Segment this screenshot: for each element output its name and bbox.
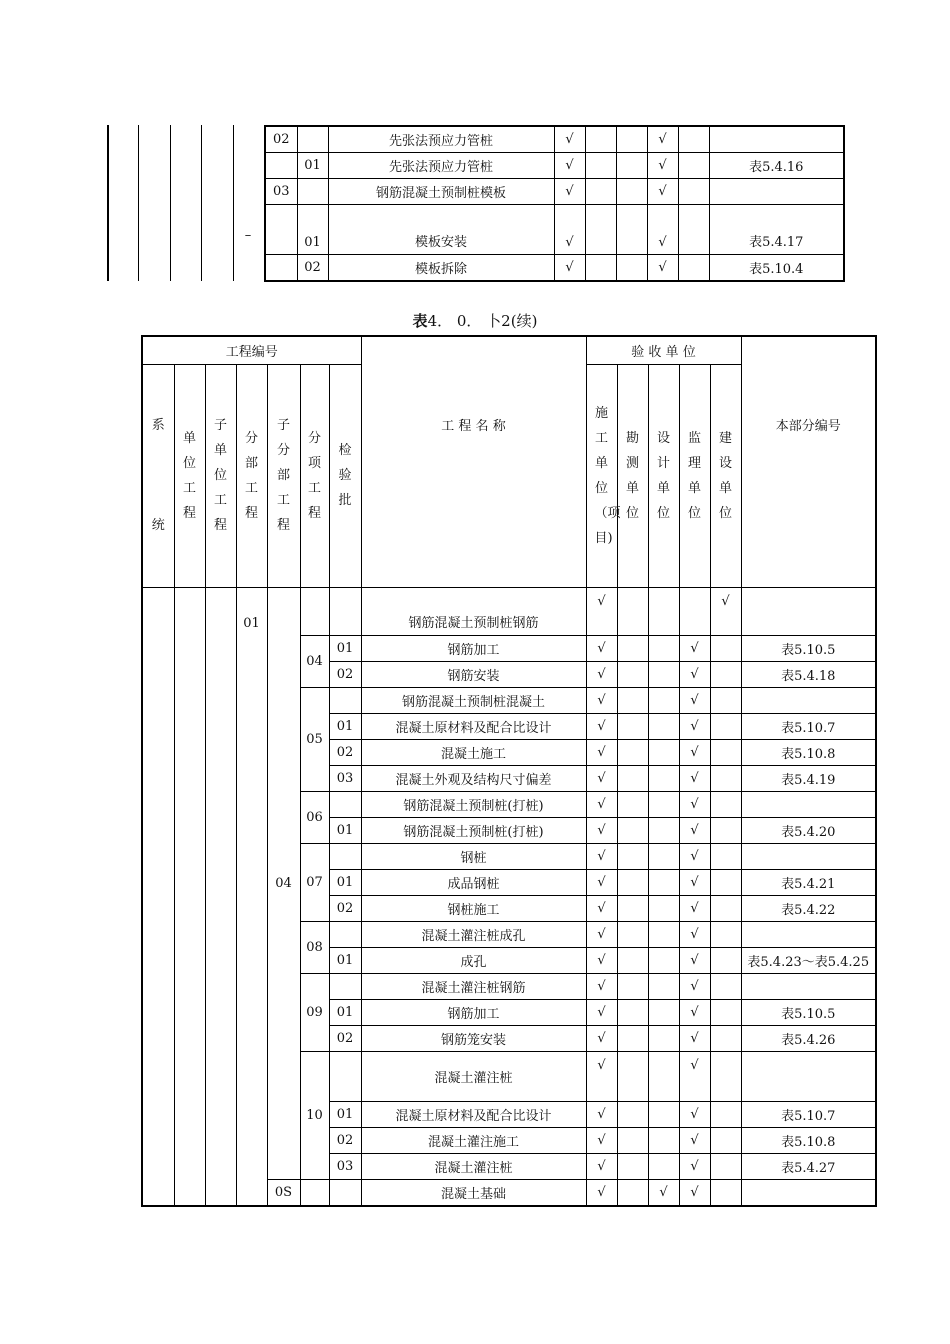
item-cell: 04 bbox=[300, 635, 329, 687]
check-cell bbox=[617, 869, 648, 895]
lot-cell: 02 bbox=[329, 1025, 361, 1051]
check-cell: √ bbox=[586, 687, 617, 713]
check-cell: √ bbox=[586, 1051, 617, 1101]
lot-cell bbox=[329, 973, 361, 999]
check-cell bbox=[617, 635, 648, 661]
name-cell: 钢筋混凝土预制桩(打桩) bbox=[361, 817, 586, 843]
check-cell bbox=[648, 817, 679, 843]
item-cell: 06 bbox=[300, 791, 329, 843]
check-cell: √ bbox=[586, 635, 617, 661]
lot-cell: 01 bbox=[297, 205, 328, 255]
acceptance-header: 验 收 单 位 bbox=[586, 336, 741, 364]
check-cell: √ bbox=[586, 999, 617, 1025]
main-table bbox=[141, 335, 877, 1207]
check-cell: √ bbox=[586, 1101, 617, 1127]
check-cell bbox=[678, 205, 709, 255]
lot-cell: 03 bbox=[329, 1153, 361, 1179]
sub-item-cell bbox=[265, 205, 297, 255]
lot-cell bbox=[329, 843, 361, 869]
check-cell bbox=[617, 1153, 648, 1179]
dash-mark: – bbox=[244, 227, 252, 243]
ref-cell: 表5.4.20 bbox=[741, 817, 876, 843]
ref-cell bbox=[741, 843, 876, 869]
ref-cell: 表5.4.16 bbox=[709, 153, 844, 179]
system-header: 系统 bbox=[142, 364, 174, 587]
sub-item-cell: 03 bbox=[265, 179, 297, 205]
check-cell bbox=[616, 153, 647, 179]
lot-cell bbox=[329, 1051, 361, 1101]
check-cell bbox=[617, 1127, 648, 1153]
name-cell: 钢筋混凝土预制桩混凝土 bbox=[361, 687, 586, 713]
check-cell: √ bbox=[679, 739, 710, 765]
check-cell bbox=[648, 895, 679, 921]
check-cell bbox=[648, 1101, 679, 1127]
ref-cell bbox=[741, 791, 876, 817]
lot-cell: 02 bbox=[329, 661, 361, 687]
check-cell bbox=[710, 947, 741, 973]
name-cell: 模板拆除 bbox=[328, 255, 554, 282]
check-cell: √ bbox=[554, 126, 585, 153]
check-cell: √ bbox=[586, 713, 617, 739]
item-cell: 09 bbox=[300, 973, 329, 1051]
name-header: 工 程 名 称 bbox=[361, 336, 586, 587]
check-cell bbox=[617, 1179, 648, 1206]
check-cell bbox=[648, 687, 679, 713]
check-cell bbox=[678, 179, 709, 205]
item-header: 分项工程 bbox=[300, 364, 329, 587]
check-cell bbox=[710, 791, 741, 817]
lot-cell bbox=[329, 687, 361, 713]
lot-cell: 01 bbox=[329, 999, 361, 1025]
check-cell: √ bbox=[586, 817, 617, 843]
division-header: 分部工程 bbox=[236, 364, 267, 587]
check-cell bbox=[617, 895, 648, 921]
table-caption: 表4． 0． 卜2(续) bbox=[412, 312, 538, 330]
check-cell: √ bbox=[679, 999, 710, 1025]
top-table bbox=[264, 125, 845, 282]
unit-cell bbox=[174, 587, 205, 1206]
lot-cell: 01 bbox=[329, 869, 361, 895]
check-cell: √ bbox=[679, 1051, 710, 1101]
check-cell: √ bbox=[586, 587, 617, 635]
check-cell: √ bbox=[586, 973, 617, 999]
check-cell: √ bbox=[586, 739, 617, 765]
name-cell: 混凝土灌注桩成孔 bbox=[361, 921, 586, 947]
check-cell: √ bbox=[586, 1153, 617, 1179]
check-cell: √ bbox=[710, 587, 741, 635]
check-cell bbox=[617, 1051, 648, 1101]
check-cell bbox=[710, 687, 741, 713]
check-cell bbox=[617, 973, 648, 999]
ref-cell: 表5.10.5 bbox=[741, 635, 876, 661]
design-header: 设计单位 bbox=[648, 364, 679, 587]
name-cell: 混凝土施工 bbox=[361, 739, 586, 765]
name-cell: 混凝土外观及结构尺寸偏差 bbox=[361, 765, 586, 791]
check-cell bbox=[710, 661, 741, 687]
name-cell: 钢桩 bbox=[361, 843, 586, 869]
check-cell bbox=[679, 587, 710, 635]
ref-cell: 表5.10.7 bbox=[741, 1101, 876, 1127]
ref-cell: 表5.10.4 bbox=[709, 255, 844, 282]
check-cell bbox=[678, 255, 709, 282]
check-cell bbox=[648, 765, 679, 791]
ref-cell: 表5.4.23～表5.4.25 bbox=[741, 947, 876, 973]
check-cell bbox=[710, 843, 741, 869]
check-cell bbox=[710, 1101, 741, 1127]
check-cell bbox=[617, 713, 648, 739]
check-cell: √ bbox=[679, 791, 710, 817]
survey-header: 勘测单位 bbox=[617, 364, 648, 587]
ref-cell bbox=[741, 1051, 876, 1101]
construction-header: 施工单位（项目) bbox=[586, 364, 617, 587]
lot-cell: 01 bbox=[329, 947, 361, 973]
check-cell bbox=[617, 739, 648, 765]
ref-cell: 表5.10.8 bbox=[741, 739, 876, 765]
ref-cell: 表5.10.8 bbox=[741, 1127, 876, 1153]
check-cell: √ bbox=[586, 1179, 617, 1206]
check-cell: √ bbox=[647, 179, 678, 205]
check-cell bbox=[710, 999, 741, 1025]
check-cell bbox=[585, 205, 616, 255]
check-cell bbox=[710, 895, 741, 921]
project-no-header: 工程编号 bbox=[142, 336, 361, 364]
check-cell: √ bbox=[679, 947, 710, 973]
check-cell: √ bbox=[554, 153, 585, 179]
check-cell: √ bbox=[586, 843, 617, 869]
sub-division-header: 子分部工程 bbox=[267, 364, 300, 587]
name-cell: 混凝土灌注桩钢筋 bbox=[361, 973, 586, 999]
check-cell: √ bbox=[679, 1179, 710, 1206]
check-cell bbox=[648, 1051, 679, 1101]
check-cell bbox=[648, 587, 679, 635]
unit-header: 单位工程 bbox=[174, 364, 205, 587]
check-cell bbox=[585, 153, 616, 179]
check-cell bbox=[710, 739, 741, 765]
lot-cell: 01 bbox=[329, 1101, 361, 1127]
check-cell: √ bbox=[679, 661, 710, 687]
lot-cell: 03 bbox=[329, 765, 361, 791]
check-cell: √ bbox=[679, 1127, 710, 1153]
check-cell bbox=[710, 635, 741, 661]
subdivision-cell: 04 bbox=[267, 587, 300, 1179]
ref-cell: 表5.4.27 bbox=[741, 1153, 876, 1179]
check-cell: √ bbox=[647, 126, 678, 153]
ref-cell: 表5.4.19 bbox=[741, 765, 876, 791]
check-cell: √ bbox=[648, 1179, 679, 1206]
check-cell: √ bbox=[679, 713, 710, 739]
check-cell: √ bbox=[647, 153, 678, 179]
check-cell bbox=[617, 687, 648, 713]
owner-header: 建设单位 bbox=[710, 364, 741, 587]
check-cell: √ bbox=[679, 817, 710, 843]
ref-cell bbox=[741, 1179, 876, 1206]
sub-unit-cell bbox=[205, 587, 236, 1206]
lot-header: 检验批 bbox=[329, 364, 361, 587]
name-cell: 混凝土原材料及配合比设计 bbox=[361, 713, 586, 739]
ref-cell: 表5.4.21 bbox=[741, 869, 876, 895]
check-cell bbox=[648, 635, 679, 661]
check-cell: √ bbox=[586, 765, 617, 791]
check-cell bbox=[585, 179, 616, 205]
check-cell: √ bbox=[586, 947, 617, 973]
table-row bbox=[265, 255, 844, 282]
check-cell: √ bbox=[586, 895, 617, 921]
ref-cell bbox=[741, 921, 876, 947]
ref-cell: 表5.4.18 bbox=[741, 661, 876, 687]
check-cell: √ bbox=[647, 255, 678, 282]
check-cell: √ bbox=[679, 1025, 710, 1051]
check-cell: √ bbox=[586, 791, 617, 817]
check-cell bbox=[648, 1025, 679, 1051]
item-cell: 05 bbox=[300, 687, 329, 791]
check-cell: √ bbox=[586, 1025, 617, 1051]
check-cell bbox=[710, 1025, 741, 1051]
ref-cell: 表5.4.22 bbox=[741, 895, 876, 921]
ref-cell bbox=[741, 587, 876, 635]
lot-cell bbox=[329, 1179, 361, 1206]
check-cell bbox=[710, 765, 741, 791]
check-cell bbox=[648, 869, 679, 895]
check-cell bbox=[648, 973, 679, 999]
check-cell: √ bbox=[679, 1101, 710, 1127]
check-cell bbox=[617, 765, 648, 791]
name-cell: 混凝土原材料及配合比设计 bbox=[361, 1101, 586, 1127]
table-row bbox=[265, 126, 844, 153]
name-cell: 钢桩施工 bbox=[361, 895, 586, 921]
check-cell bbox=[617, 1025, 648, 1051]
name-cell: 钢筋混凝土预制桩(打桩) bbox=[361, 791, 586, 817]
check-cell: √ bbox=[554, 179, 585, 205]
check-cell: √ bbox=[679, 895, 710, 921]
lot-cell bbox=[329, 587, 361, 635]
check-cell: √ bbox=[679, 973, 710, 999]
check-cell: √ bbox=[586, 1127, 617, 1153]
check-cell bbox=[648, 661, 679, 687]
supervision-header: 监理单位 bbox=[679, 364, 710, 587]
table-row bbox=[265, 153, 844, 179]
item-cell: 10 bbox=[300, 1051, 329, 1179]
name-cell: 钢筋笼安装 bbox=[361, 1025, 586, 1051]
check-cell bbox=[585, 126, 616, 153]
system-cell bbox=[142, 587, 174, 1206]
check-cell bbox=[710, 921, 741, 947]
lot-cell bbox=[297, 126, 328, 153]
sub-item-cell: 02 bbox=[265, 126, 297, 153]
check-cell bbox=[616, 205, 647, 255]
ref-cell bbox=[741, 687, 876, 713]
check-cell: √ bbox=[554, 205, 585, 255]
lot-cell: 01 bbox=[297, 153, 328, 179]
division-cell: 01 bbox=[236, 587, 267, 1206]
ref-cell: 表5.4.17 bbox=[709, 205, 844, 255]
name-cell: 先张法预应力管桩 bbox=[328, 153, 554, 179]
name-cell: 钢筋混凝土预制桩模板 bbox=[328, 179, 554, 205]
ref-cell: 表5.10.7 bbox=[741, 713, 876, 739]
check-cell bbox=[710, 713, 741, 739]
name-cell: 先张法预应力管桩 bbox=[328, 126, 554, 153]
check-cell bbox=[710, 1051, 741, 1101]
check-cell: √ bbox=[586, 661, 617, 687]
name-cell: 混凝土灌注施工 bbox=[361, 1127, 586, 1153]
lot-cell: 01 bbox=[329, 713, 361, 739]
name-cell: 成品钢桩 bbox=[361, 869, 586, 895]
check-cell bbox=[616, 255, 647, 282]
item-cell: 07 bbox=[300, 843, 329, 921]
check-cell bbox=[616, 179, 647, 205]
lot-cell: 02 bbox=[329, 1127, 361, 1153]
check-cell bbox=[616, 126, 647, 153]
check-cell bbox=[617, 587, 648, 635]
ref-header: 本部分编号 bbox=[741, 336, 876, 587]
name-cell: 钢筋加工 bbox=[361, 999, 586, 1025]
sub-item-cell bbox=[265, 255, 297, 282]
check-cell bbox=[648, 843, 679, 869]
check-cell: √ bbox=[679, 843, 710, 869]
name-cell: 模板安装 bbox=[328, 205, 554, 255]
lot-cell: 01 bbox=[329, 635, 361, 661]
check-cell bbox=[617, 843, 648, 869]
check-cell: √ bbox=[554, 255, 585, 282]
check-cell: √ bbox=[586, 869, 617, 895]
ref-cell bbox=[709, 179, 844, 205]
item-cell: 08 bbox=[300, 921, 329, 973]
check-cell bbox=[648, 999, 679, 1025]
name-cell: 成孔 bbox=[361, 947, 586, 973]
ref-cell bbox=[709, 126, 844, 153]
check-cell bbox=[617, 947, 648, 973]
check-cell: √ bbox=[679, 635, 710, 661]
sub-unit-header: 子单位工程 bbox=[205, 364, 236, 587]
lot-cell bbox=[329, 791, 361, 817]
check-cell bbox=[617, 921, 648, 947]
table-row bbox=[265, 205, 844, 255]
check-cell bbox=[710, 973, 741, 999]
item-cell bbox=[300, 587, 329, 635]
check-cell: √ bbox=[647, 205, 678, 255]
check-cell bbox=[710, 869, 741, 895]
check-cell bbox=[648, 947, 679, 973]
subdivision-cell: 0S bbox=[267, 1179, 300, 1206]
check-cell bbox=[648, 739, 679, 765]
lot-cell bbox=[297, 179, 328, 205]
check-cell: √ bbox=[679, 1153, 710, 1179]
check-cell: √ bbox=[679, 869, 710, 895]
check-cell bbox=[617, 1101, 648, 1127]
check-cell bbox=[617, 791, 648, 817]
name-cell: 混凝土灌注桩 bbox=[361, 1153, 586, 1179]
table-row bbox=[265, 179, 844, 205]
name-cell: 钢筋加工 bbox=[361, 635, 586, 661]
check-cell bbox=[617, 999, 648, 1025]
check-cell: √ bbox=[679, 921, 710, 947]
check-cell bbox=[710, 1179, 741, 1206]
check-cell bbox=[617, 817, 648, 843]
lot-cell: 02 bbox=[297, 255, 328, 282]
check-cell bbox=[648, 713, 679, 739]
lot-cell bbox=[329, 921, 361, 947]
check-cell bbox=[678, 153, 709, 179]
check-cell bbox=[710, 1153, 741, 1179]
item-cell bbox=[300, 1179, 329, 1206]
lot-cell: 02 bbox=[329, 739, 361, 765]
check-cell bbox=[648, 1127, 679, 1153]
ref-cell: 表5.10.5 bbox=[741, 999, 876, 1025]
table-row bbox=[142, 587, 876, 635]
sub-item-cell bbox=[265, 153, 297, 179]
name-cell: 混凝土基础 bbox=[361, 1179, 586, 1206]
check-cell bbox=[710, 1127, 741, 1153]
check-cell bbox=[678, 126, 709, 153]
check-cell: √ bbox=[679, 765, 710, 791]
check-cell bbox=[617, 661, 648, 687]
name-cell: 钢筋安装 bbox=[361, 661, 586, 687]
ref-cell: 表5.4.26 bbox=[741, 1025, 876, 1051]
check-cell bbox=[585, 255, 616, 282]
check-cell bbox=[648, 1153, 679, 1179]
name-cell: 钢筋混凝土预制桩钢筋 bbox=[361, 587, 586, 635]
check-cell: √ bbox=[679, 687, 710, 713]
lot-cell: 02 bbox=[329, 895, 361, 921]
check-cell: √ bbox=[586, 921, 617, 947]
name-cell: 混凝土灌注桩 bbox=[361, 1051, 586, 1101]
check-cell bbox=[710, 817, 741, 843]
lot-cell: 01 bbox=[329, 817, 361, 843]
check-cell bbox=[648, 791, 679, 817]
check-cell bbox=[648, 921, 679, 947]
ref-cell bbox=[741, 973, 876, 999]
